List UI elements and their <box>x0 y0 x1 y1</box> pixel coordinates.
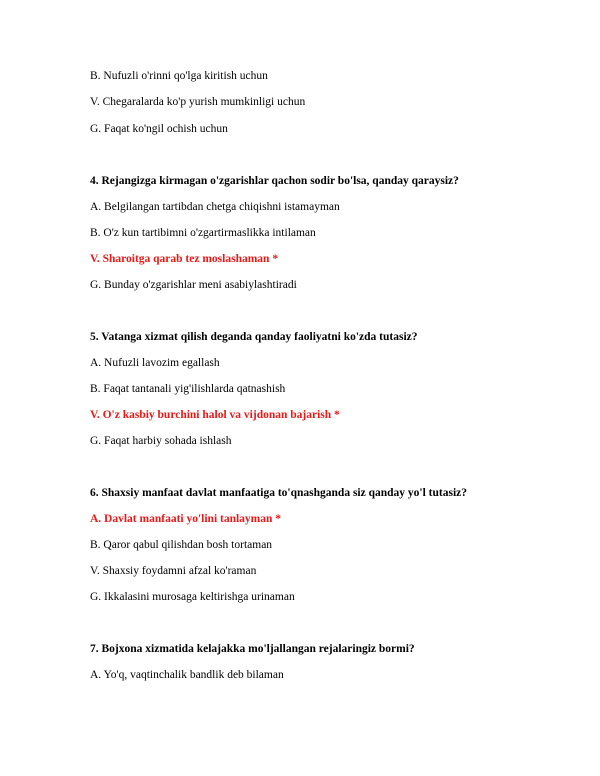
q4-option-a: A. Belgilangan tartibdan chetga chiqishni istamayman <box>90 201 340 213</box>
q7-title: 7. Bojxona xizmatida kelajakka mo'ljallangan rejalaringiz bormi? <box>90 643 415 655</box>
q5-option-a: A. Nufuzli lavozim egallash <box>90 357 220 369</box>
q4-option-g: G. Bunday o'zgarishlar meni asabiylashtiradi <box>90 279 297 291</box>
q3-option-b: B. Nufuzli o'rinni qo'lga kiritish uchun <box>90 70 268 82</box>
q5-title: 5. Vatanga xizmat qilish deganda qanday faoliyatni ko'zda tutasiz? <box>90 331 418 343</box>
q5-option-g: G. Faqat harbiy sohada ishlash <box>90 435 232 447</box>
q6-option-b: B. Qaror qabul qilishdan bosh tortaman <box>90 539 273 551</box>
q4-option-v-correct: V. Sharoitga qarab tez moslashaman * <box>90 253 279 265</box>
q6-option-a-correct: A. Davlat manfaati yo'lini tanlayman * <box>90 513 282 525</box>
q6-option-v: V. Shaxsiy foydamni afzal ko'raman <box>90 565 257 577</box>
q3-option-v: V. Chegaralarda ko'p yurish mumkinligi uchun <box>90 96 306 108</box>
q6-option-g: G. Ikkalasini murosaga keltirishga urinaman <box>90 591 295 603</box>
q5-option-v-correct: V. O'z kasbiy burchini halol va vijdonan bajarish * <box>90 409 340 421</box>
q5-option-b: B. Faqat tantanali yig'ilishlarda qatnashish <box>90 383 286 395</box>
q6-title: 6. Shaxsiy manfaat davlat manfaatiga to'qnashganda siz qanday yo'l tutasiz? <box>90 487 468 499</box>
q4-title: 4. Rejangizga kirmagan o'zgarishlar qachon sodir bo'lsa, qanday qaraysiz? <box>90 175 459 187</box>
q3-option-g: G. Faqat ko'ngil ochish uchun <box>90 123 228 135</box>
q7-option-a: A. Yo'q, vaqtinchalik bandlik deb bilaman <box>90 669 284 681</box>
q4-option-b: B. O'z kun tartibimni o'zgartirmaslikka intilaman <box>90 227 316 239</box>
